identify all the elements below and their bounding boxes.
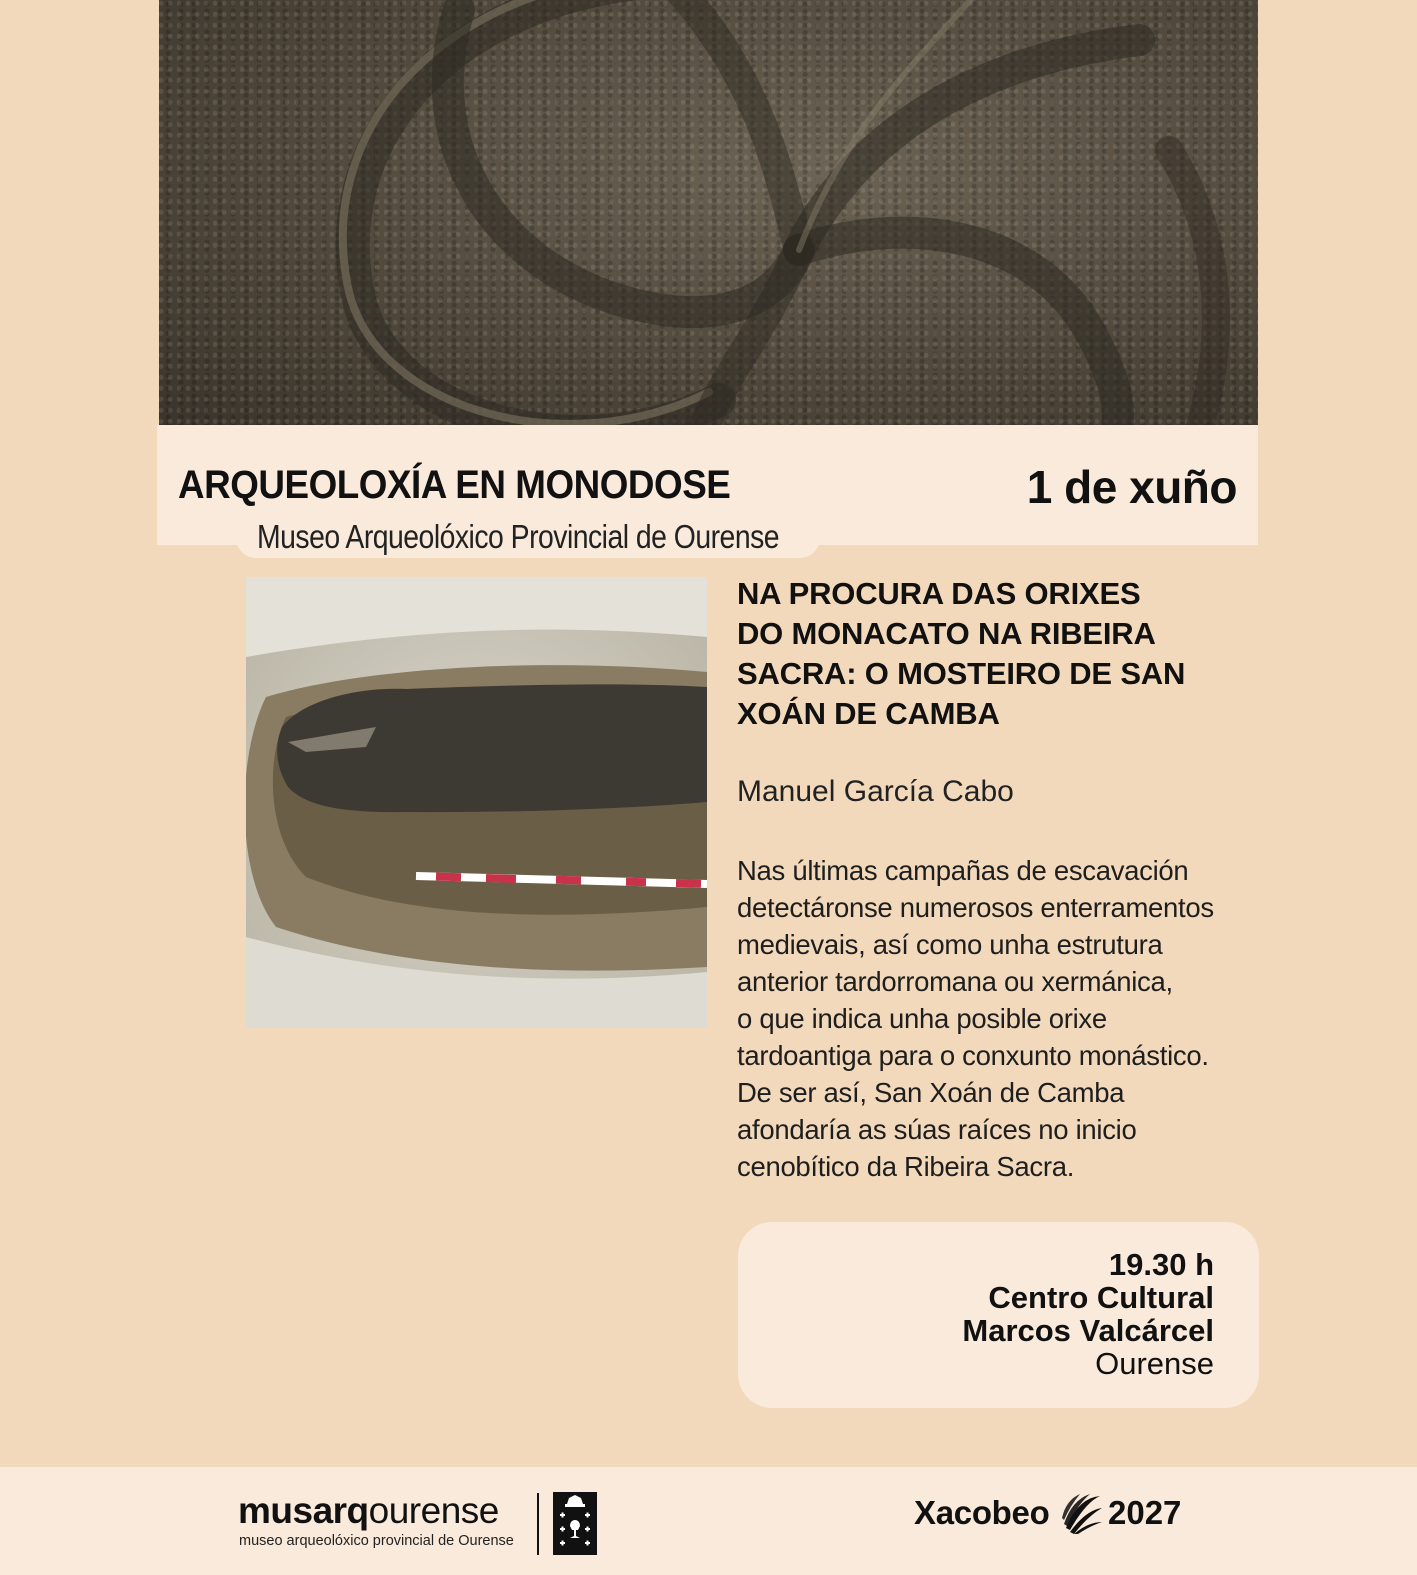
musarq-logo bbox=[238, 1490, 499, 1532]
description-line: cenobítico da Ribeira Sacra. bbox=[737, 1151, 1075, 1182]
footer bbox=[0, 1467, 1417, 1575]
description-line: anterior tardorromana ou xermánica, bbox=[737, 966, 1173, 997]
logo-divider bbox=[537, 1493, 539, 1555]
talk-title-line: NA PROCURA DAS ORIXES bbox=[737, 576, 1141, 611]
description-line: medievais, así como unha estrutura bbox=[737, 929, 1163, 960]
galicia-crest-icon bbox=[553, 1492, 597, 1555]
xacobeo-logo-text: Xacobeo bbox=[914, 1494, 1050, 1531]
talk-title-line: DO MONACATO NA RIBEIRA bbox=[737, 616, 1156, 651]
venue-city: Ourense bbox=[1095, 1346, 1214, 1381]
description-line: tardoantiga para o conxunto monástico. bbox=[737, 1040, 1209, 1071]
speaker-name: Manuel García Cabo bbox=[737, 775, 1014, 808]
description-line: Nas últimas campañas de escavación bbox=[737, 855, 1189, 886]
venue-details bbox=[962, 1248, 1214, 1380]
description-line: detectáronse numerosos enterramentos bbox=[737, 892, 1214, 923]
xacobeo-year: 2027 bbox=[1108, 1494, 1182, 1531]
hero-stone-carving-image bbox=[159, 0, 1258, 425]
venue-box bbox=[738, 1222, 1259, 1408]
description-line: De ser así, San Xoán de Camba bbox=[737, 1077, 1125, 1108]
venue-name-line2: Marcos Valcárcel bbox=[962, 1313, 1214, 1348]
series-title: ARQUEOLOXÍA EN MONODOSE bbox=[178, 463, 731, 507]
talk-title bbox=[737, 574, 1257, 734]
event-time: 19.30 h bbox=[1108, 1247, 1214, 1282]
excavation-photo bbox=[246, 577, 707, 1028]
museum-name: Museo Arqueolóxico Provincial de Ourense bbox=[257, 518, 780, 555]
event-date: 1 de xuño bbox=[1026, 461, 1237, 513]
description-line: o que indica unha posible orixe bbox=[737, 1003, 1107, 1034]
description-line: afondaría as súas raíces no inicio bbox=[737, 1114, 1137, 1145]
scallop-shell-icon bbox=[1060, 1494, 1102, 1539]
musarq-subtitle: museo arqueolóxico provincial de Ourense bbox=[239, 1533, 514, 1549]
musarq-logo-bold: musarq bbox=[238, 1490, 369, 1531]
talk-description bbox=[737, 852, 1267, 1185]
musarq-logo-light: ourense bbox=[368, 1490, 499, 1531]
venue-name-line1: Centro Cultural bbox=[988, 1280, 1214, 1315]
talk-title-line: SACRA: O MOSTEIRO DE SAN bbox=[737, 656, 1186, 691]
talk-title-line: XOÁN DE CAMBA bbox=[737, 696, 1000, 731]
